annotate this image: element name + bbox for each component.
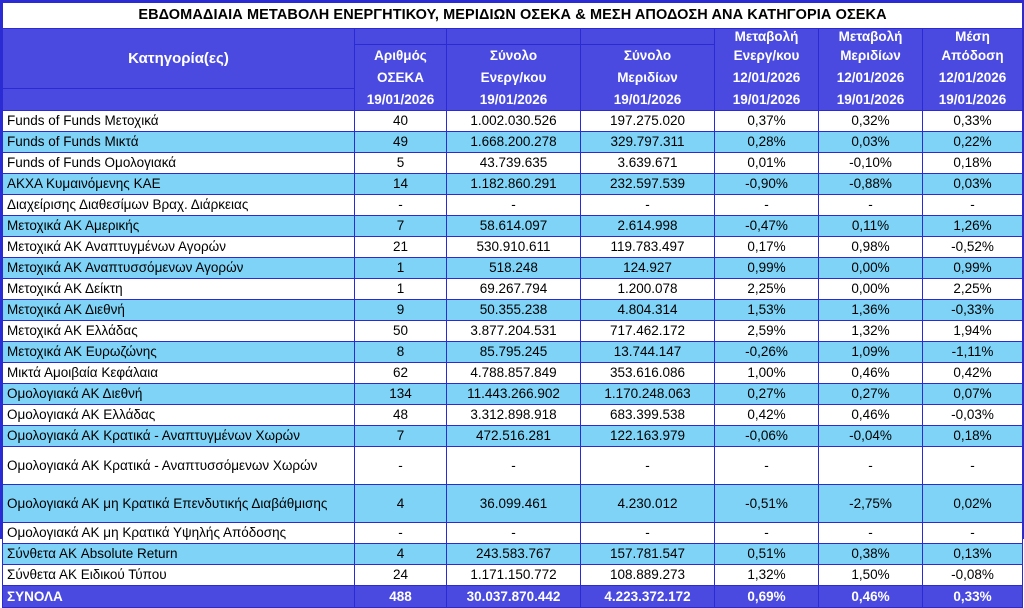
row-change-units: 0,11% xyxy=(819,216,923,237)
row-count: 50 xyxy=(355,321,447,342)
column-header-assets-l1: Σύνολο xyxy=(447,45,581,67)
column-header-number-l1: Αριθμός xyxy=(355,45,447,67)
row-change-assets: -0,90% xyxy=(715,174,819,195)
row-change-assets: - xyxy=(715,195,819,216)
table-row xyxy=(3,153,1023,174)
column-header-category: Κατηγορία(ες) xyxy=(3,29,355,89)
row-change-assets: -0,51% xyxy=(715,485,819,523)
row-avg-return: -0,08% xyxy=(923,565,1023,586)
table-row xyxy=(3,216,1023,237)
row-change-assets: 1,32% xyxy=(715,565,819,586)
row-assets: 69.267.794 xyxy=(447,279,581,300)
table-row xyxy=(3,544,1023,565)
row-change-assets: -0,47% xyxy=(715,216,819,237)
table-row xyxy=(3,321,1023,342)
row-change-units: -0,10% xyxy=(819,153,923,174)
row-avg-return: 0,13% xyxy=(923,544,1023,565)
row-units: 1.170.248.063 xyxy=(581,384,715,405)
row-units: 119.783.497 xyxy=(581,237,715,258)
row-units: 13.744.147 xyxy=(581,342,715,363)
row-units: 3.639.671 xyxy=(581,153,715,174)
row-units: 4.804.314 xyxy=(581,300,715,321)
row-count: 49 xyxy=(355,132,447,153)
row-change-assets: 0,17% xyxy=(715,237,819,258)
row-count: 9 xyxy=(355,300,447,321)
table-row xyxy=(3,485,1023,523)
row-change-units: 0,27% xyxy=(819,384,923,405)
row-change-assets: 0,01% xyxy=(715,153,819,174)
row-avg-return: 0,03% xyxy=(923,174,1023,195)
row-assets: 1.668.200.278 xyxy=(447,132,581,153)
row-assets: 3.312.898.918 xyxy=(447,405,581,426)
row-avg-return: 0,42% xyxy=(923,363,1023,384)
column-header-avg-return-l1: Μέση xyxy=(923,29,1023,45)
row-count: 48 xyxy=(355,405,447,426)
row-units: 329.797.311 xyxy=(581,132,715,153)
row-change-units: 0,46% xyxy=(819,405,923,426)
column-header-number-l2: ΟΣΕΚΑ xyxy=(355,67,447,89)
row-category: Funds of Funds Ομολογιακά xyxy=(3,153,355,174)
row-change-assets: -0,26% xyxy=(715,342,819,363)
column-header-change-units-l4: 19/01/2026 xyxy=(819,89,923,111)
column-header-change-assets-l3: 12/01/2026 xyxy=(715,67,819,89)
row-assets: 1.002.030.526 xyxy=(447,111,581,132)
column-header-change-assets-l2: Ενεργ/κου xyxy=(715,45,819,67)
row-change-units: 1,50% xyxy=(819,565,923,586)
row-change-units: - xyxy=(819,447,923,485)
column-header-avg-return-l4: 19/01/2026 xyxy=(923,89,1023,111)
row-category: Σύνθετα ΑΚ Absolute Return xyxy=(3,544,355,565)
row-assets: - xyxy=(447,195,581,216)
row-units: 122.163.979 xyxy=(581,426,715,447)
row-count: 14 xyxy=(355,174,447,195)
table-row xyxy=(3,363,1023,384)
header-row-4 xyxy=(3,89,1023,111)
row-category: ΑΚΧΑ Κυμαινόμενης ΚΑΕ xyxy=(3,174,355,195)
row-change-assets: -0,06% xyxy=(715,426,819,447)
row-count: 8 xyxy=(355,342,447,363)
row-change-units: - xyxy=(819,523,923,544)
table-row xyxy=(3,565,1023,586)
table-row xyxy=(3,523,1023,544)
total-change-assets: 0,69% xyxy=(715,586,819,608)
row-units: 353.616.086 xyxy=(581,363,715,384)
row-change-assets: 0,51% xyxy=(715,544,819,565)
row-category: Μετοχικά ΑΚ Αναπτυγμένων Αγορών xyxy=(3,237,355,258)
total-units: 4.223.372.172 xyxy=(581,586,715,608)
row-assets: 3.877.204.531 xyxy=(447,321,581,342)
total-avg-return: 0,33% xyxy=(923,586,1023,608)
row-change-units: - xyxy=(819,195,923,216)
row-change-units: 0,00% xyxy=(819,258,923,279)
row-change-units: 0,98% xyxy=(819,237,923,258)
row-category: Μετοχικά ΑΚ Διεθνή xyxy=(3,300,355,321)
row-avg-return: - xyxy=(923,195,1023,216)
column-header-units-l2: Μεριδίων xyxy=(581,67,715,89)
total-count: 488 xyxy=(355,586,447,608)
header-spacer-category-bottom xyxy=(3,89,355,111)
row-assets: 58.614.097 xyxy=(447,216,581,237)
row-count: 21 xyxy=(355,237,447,258)
row-change-units: 0,32% xyxy=(819,111,923,132)
row-change-assets: 1,00% xyxy=(715,363,819,384)
header-spacer-number xyxy=(355,29,447,45)
row-category: Διαχείρισης Διαθεσίμων Βραχ. Διάρκειας xyxy=(3,195,355,216)
row-count: - xyxy=(355,523,447,544)
row-avg-return: 0,99% xyxy=(923,258,1023,279)
total-label: ΣΥΝΟΛΑ xyxy=(3,586,355,608)
row-category: Ομολογιακά ΑΚ Ελλάδας xyxy=(3,405,355,426)
row-category: Ομολογιακά ΑΚ Διεθνή xyxy=(3,384,355,405)
row-assets: 50.355.238 xyxy=(447,300,581,321)
row-avg-return: - xyxy=(923,523,1023,544)
row-units: 4.230.012 xyxy=(581,485,715,523)
row-count: 7 xyxy=(355,216,447,237)
row-category: Ομολογιακά ΑΚ μη Κρατικά Επενδυτικής Διαβάθμισης xyxy=(3,485,355,523)
header-row-1 xyxy=(3,29,1023,45)
row-count: 40 xyxy=(355,111,447,132)
row-avg-return: -1,11% xyxy=(923,342,1023,363)
table-row xyxy=(3,111,1023,132)
row-assets: 36.099.461 xyxy=(447,485,581,523)
row-category: Μετοχικά ΑΚ Αναπτυσσόμενων Αγορών xyxy=(3,258,355,279)
row-assets: 11.443.266.902 xyxy=(447,384,581,405)
row-change-assets: 0,27% xyxy=(715,384,819,405)
row-change-assets: 1,53% xyxy=(715,300,819,321)
row-category: Μετοχικά ΑΚ Δείκτη xyxy=(3,279,355,300)
row-count: - xyxy=(355,447,447,485)
row-avg-return: 0,22% xyxy=(923,132,1023,153)
row-avg-return: -0,33% xyxy=(923,300,1023,321)
row-category: Funds of Funds Μικτά xyxy=(3,132,355,153)
row-avg-return: 2,25% xyxy=(923,279,1023,300)
row-change-assets: - xyxy=(715,523,819,544)
table-row xyxy=(3,195,1023,216)
row-count: 4 xyxy=(355,544,447,565)
row-assets: - xyxy=(447,523,581,544)
row-assets: 472.516.281 xyxy=(447,426,581,447)
column-header-avg-return-l2: Απόδοση xyxy=(923,45,1023,67)
row-change-units: 0,46% xyxy=(819,363,923,384)
table-row xyxy=(3,447,1023,485)
row-change-assets: 0,99% xyxy=(715,258,819,279)
row-change-units: 0,03% xyxy=(819,132,923,153)
row-avg-return: 0,33% xyxy=(923,111,1023,132)
page-title: ΕΒΔΟΜΑΔΙΑΙΑ ΜΕΤΑΒΟΛΗ ΕΝΕΡΓΗΤΙΚΟΥ, ΜΕΡΙΔΙΩΝ ΟΣΕΚΑ & ΜΕΣΗ ΑΠΟΔΟΣΗ ΑΝΑ ΚΑΤΗΓΟΡΙΑ ΟΣΕΚΑ xyxy=(3,3,1023,29)
row-assets: 1.182.860.291 xyxy=(447,174,581,195)
row-assets: 85.795.245 xyxy=(447,342,581,363)
row-category: Ομολογιακά ΑΚ Κρατικά - Αναπτυγμένων Χωρών xyxy=(3,426,355,447)
table-row xyxy=(3,300,1023,321)
row-category: Ομολογιακά ΑΚ μη Κρατικά Υψηλής Απόδοσης xyxy=(3,523,355,544)
row-change-units: 1,36% xyxy=(819,300,923,321)
row-category: Funds of Funds Μετοχικά xyxy=(3,111,355,132)
row-units: 1.200.078 xyxy=(581,279,715,300)
column-header-avg-return-l3: 12/01/2026 xyxy=(923,67,1023,89)
row-count: - xyxy=(355,195,447,216)
table-row xyxy=(3,132,1023,153)
column-header-units-l1: Σύνολο xyxy=(581,45,715,67)
row-avg-return: 0,07% xyxy=(923,384,1023,405)
row-count: 5 xyxy=(355,153,447,174)
row-units: 717.462.172 xyxy=(581,321,715,342)
row-avg-return: 0,18% xyxy=(923,426,1023,447)
row-count: 4 xyxy=(355,485,447,523)
table-row xyxy=(3,426,1023,447)
row-assets: 4.788.857.849 xyxy=(447,363,581,384)
column-header-change-units-l3: 12/01/2026 xyxy=(819,67,923,89)
row-change-units: -0,88% xyxy=(819,174,923,195)
row-units: 108.889.273 xyxy=(581,565,715,586)
row-category: Μετοχικά ΑΚ Αμερικής xyxy=(3,216,355,237)
row-count: 1 xyxy=(355,258,447,279)
ucits-weekly-change-table xyxy=(2,2,1023,608)
table-row xyxy=(3,237,1023,258)
row-assets: 243.583.767 xyxy=(447,544,581,565)
row-assets: - xyxy=(447,447,581,485)
row-change-units: -0,04% xyxy=(819,426,923,447)
row-category: Σύνθετα ΑΚ Ειδικού Τύπου xyxy=(3,565,355,586)
total-change-units: 0,46% xyxy=(819,586,923,608)
row-assets: 1.171.150.772 xyxy=(447,565,581,586)
row-count: 7 xyxy=(355,426,447,447)
row-count: 24 xyxy=(355,565,447,586)
row-category: Μετοχικά ΑΚ Ελλάδας xyxy=(3,321,355,342)
column-header-number-l3: 19/01/2026 xyxy=(355,89,447,111)
row-units: - xyxy=(581,195,715,216)
row-avg-return: -0,03% xyxy=(923,405,1023,426)
row-avg-return: 1,26% xyxy=(923,216,1023,237)
row-change-assets: 2,25% xyxy=(715,279,819,300)
row-change-units: 1,32% xyxy=(819,321,923,342)
row-change-units: 0,00% xyxy=(819,279,923,300)
column-header-assets-l3: 19/01/2026 xyxy=(447,89,581,111)
table-row xyxy=(3,405,1023,426)
row-avg-return: -0,52% xyxy=(923,237,1023,258)
table-row xyxy=(3,384,1023,405)
row-units: 683.399.538 xyxy=(581,405,715,426)
row-avg-return: 0,18% xyxy=(923,153,1023,174)
row-avg-return: 0,02% xyxy=(923,485,1023,523)
header-spacer-units xyxy=(581,29,715,45)
row-count: 134 xyxy=(355,384,447,405)
row-count: 62 xyxy=(355,363,447,384)
row-change-units: 1,09% xyxy=(819,342,923,363)
row-change-units: -2,75% xyxy=(819,485,923,523)
row-units: - xyxy=(581,523,715,544)
table-row xyxy=(3,258,1023,279)
row-change-assets: 0,37% xyxy=(715,111,819,132)
row-assets: 518.248 xyxy=(447,258,581,279)
row-assets: 530.910.611 xyxy=(447,237,581,258)
column-header-change-units-l1: Μεταβολή xyxy=(819,29,923,45)
table-row xyxy=(3,342,1023,363)
row-category: Ομολογιακά ΑΚ Κρατικά - Αναπτυσσόμενων Χωρών xyxy=(3,447,355,485)
column-header-change-units-l2: Μεριδίων xyxy=(819,45,923,67)
row-change-units: 0,38% xyxy=(819,544,923,565)
row-avg-return: 1,94% xyxy=(923,321,1023,342)
row-avg-return: - xyxy=(923,447,1023,485)
table-row xyxy=(3,174,1023,195)
row-units: 124.927 xyxy=(581,258,715,279)
table-row xyxy=(3,279,1023,300)
row-change-assets: 2,59% xyxy=(715,321,819,342)
total-assets: 30.037.870.442 xyxy=(447,586,581,608)
row-category: Μετοχικά ΑΚ Ευρωζώνης xyxy=(3,342,355,363)
row-units: 197.275.020 xyxy=(581,111,715,132)
column-header-change-assets-l4: 19/01/2026 xyxy=(715,89,819,111)
row-count: 1 xyxy=(355,279,447,300)
column-header-units-l3: 19/01/2026 xyxy=(581,89,715,111)
totals-row xyxy=(3,586,1023,608)
row-category: Μικτά Αμοιβαία Κεφάλαια xyxy=(3,363,355,384)
row-change-assets: 0,28% xyxy=(715,132,819,153)
row-units: 157.781.547 xyxy=(581,544,715,565)
header-spacer-assets xyxy=(447,29,581,45)
row-units: 232.597.539 xyxy=(581,174,715,195)
column-header-change-assets-l1: Μεταβολή xyxy=(715,29,819,45)
row-units: 2.614.998 xyxy=(581,216,715,237)
row-units: - xyxy=(581,447,715,485)
title-row xyxy=(3,3,1023,29)
row-change-assets: - xyxy=(715,447,819,485)
column-header-assets-l2: Ενεργ/κου xyxy=(447,67,581,89)
row-assets: 43.739.635 xyxy=(447,153,581,174)
row-change-assets: 0,42% xyxy=(715,405,819,426)
